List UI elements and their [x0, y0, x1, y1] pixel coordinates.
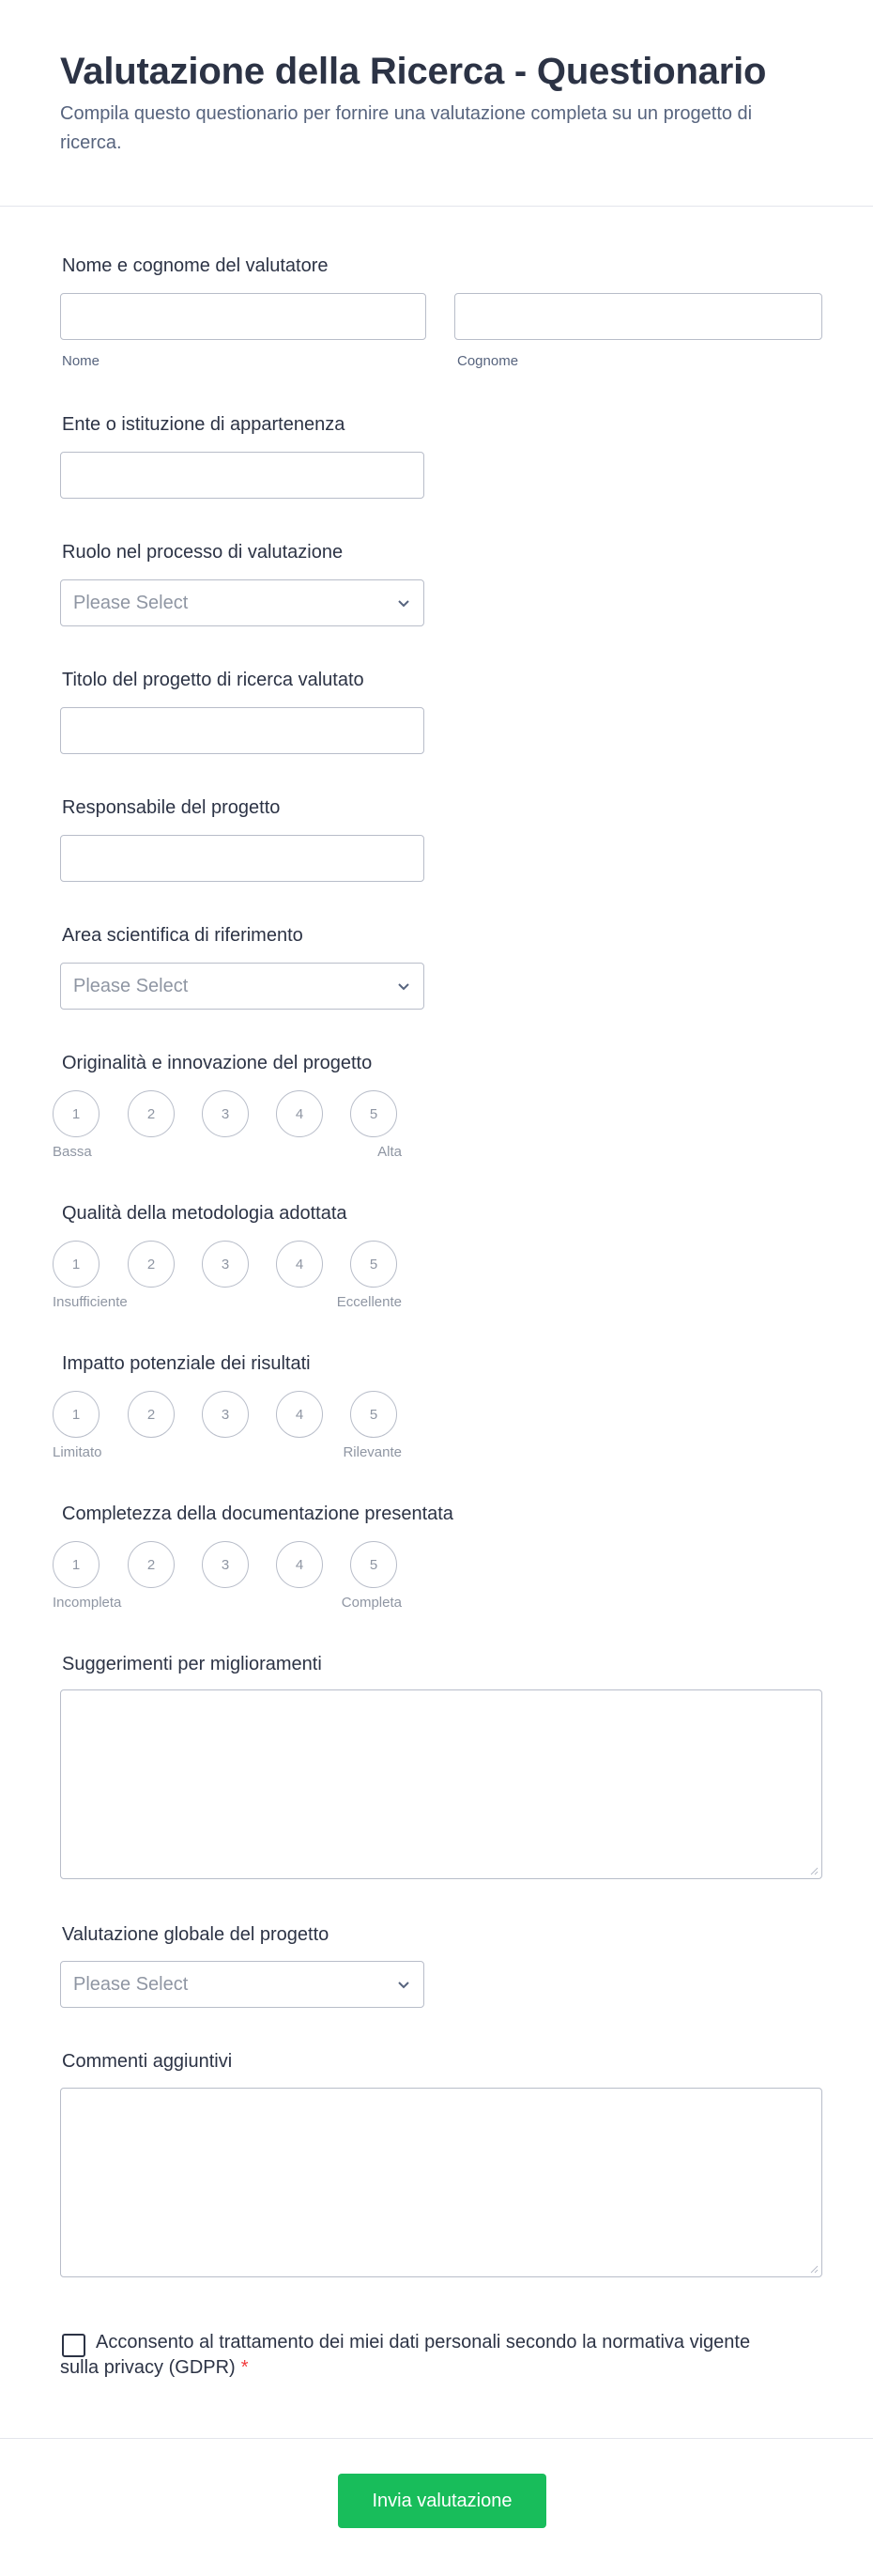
rating-option[interactable]: 3	[202, 1391, 249, 1438]
scientific-area-label: Area scientifica di riferimento	[62, 925, 303, 946]
rating-option[interactable]: 5	[350, 1241, 397, 1288]
rating-option[interactable]: 2	[128, 1241, 175, 1288]
overall-select-value: Please Select	[73, 1974, 189, 1995]
last-name-sublabel: Cognome	[457, 353, 519, 369]
rating-option[interactable]: 1	[53, 1090, 100, 1137]
rating-option[interactable]: 2	[128, 1541, 175, 1588]
rating-low-label: Bassa	[53, 1144, 92, 1160]
rating-option[interactable]: 1	[53, 1541, 100, 1588]
rating-option[interactable]: 4	[276, 1391, 323, 1438]
rating-high-label: Eccellente	[336, 1294, 402, 1310]
rating-high-label: Completa	[341, 1595, 402, 1611]
resize-grip-icon[interactable]	[809, 2264, 819, 2274]
documentation-rating	[53, 1541, 409, 1616]
suggestions-label: Suggerimenti per miglioramenti	[62, 1654, 322, 1674]
last-name-input[interactable]	[454, 293, 822, 340]
role-label: Ruolo nel processo di valutazione	[62, 542, 344, 563]
page-title: Valutazione della Ricerca - Questionario	[60, 51, 767, 92]
consent-text: Acconsento al trattamento dei miei dati personali secondo la normativa vigente sulla privacy (GDPR)	[60, 2332, 751, 2378]
rating-low-label: Insufficiente	[53, 1294, 128, 1310]
project-lead-label: Responsabile del progetto	[62, 797, 281, 818]
resize-grip-icon[interactable]	[809, 1866, 819, 1875]
rating-option[interactable]: 3	[202, 1090, 249, 1137]
rating-option[interactable]: 4	[276, 1241, 323, 1288]
rating-option[interactable]: 2	[128, 1391, 175, 1438]
project-title-input[interactable]	[60, 707, 424, 754]
form-footer	[0, 2438, 873, 2576]
rating-option[interactable]: 5	[350, 1391, 397, 1438]
project-title-label: Titolo del progetto di ricerca valutato	[62, 670, 364, 690]
consent-label	[60, 2330, 792, 2381]
rating-option[interactable]: 5	[350, 1541, 397, 1588]
chevron-down-icon	[397, 1978, 410, 1991]
methodology-label: Qualità della metodologia adottata	[62, 1203, 347, 1224]
role-select-value: Please Select	[73, 593, 189, 613]
project-lead-input[interactable]	[60, 835, 424, 882]
rating-option[interactable]: 1	[53, 1391, 100, 1438]
evaluator-name-label: Nome e cognome del valutatore	[62, 255, 329, 276]
required-mark: *	[240, 2357, 249, 2378]
submit-button[interactable]: Invia valutazione	[338, 2474, 546, 2528]
scientific-area-select[interactable]	[60, 963, 424, 1010]
rating-option[interactable]: 3	[202, 1241, 249, 1288]
overall-label: Valutazione globale del progetto	[62, 1924, 329, 1945]
role-select[interactable]	[60, 579, 424, 626]
originality-label: Originalità e innovazione del progetto	[62, 1053, 373, 1073]
rating-option[interactable]: 4	[276, 1090, 323, 1137]
rating-high-label: Alta	[377, 1144, 402, 1160]
rating-high-label: Rilevante	[343, 1444, 402, 1460]
impact-label: Impatto potenziale dei risultati	[62, 1353, 311, 1374]
scientific-area-select-value: Please Select	[73, 976, 189, 996]
first-name-input[interactable]	[60, 293, 426, 340]
chevron-down-icon	[397, 979, 410, 993]
rating-option[interactable]: 3	[202, 1541, 249, 1588]
first-name-sublabel: Nome	[62, 353, 100, 369]
methodology-rating	[53, 1241, 409, 1316]
consent-checkbox[interactable]	[62, 2334, 85, 2357]
originality-rating	[53, 1090, 409, 1165]
rating-option[interactable]: 2	[128, 1090, 175, 1137]
page-subtitle: Compila questo questionario per fornire una valutazione completa su un progetto di ricerca.	[60, 103, 753, 153]
institution-input[interactable]	[60, 452, 424, 499]
suggestions-textarea[interactable]	[60, 1689, 822, 1879]
rating-option[interactable]: 4	[276, 1541, 323, 1588]
rating-option[interactable]: 1	[53, 1241, 100, 1288]
impact-rating	[53, 1391, 409, 1466]
form-header	[0, 0, 873, 207]
comments-textarea[interactable]	[60, 2088, 822, 2277]
overall-select[interactable]	[60, 1961, 424, 2008]
institution-label: Ente o istituzione di appartenenza	[62, 414, 345, 435]
documentation-label: Completezza della documentazione presentata	[62, 1504, 453, 1524]
rating-option[interactable]: 5	[350, 1090, 397, 1137]
chevron-down-icon	[397, 596, 410, 609]
rating-low-label: Limitato	[53, 1444, 102, 1460]
comments-label: Commenti aggiuntivi	[62, 2051, 233, 2072]
rating-low-label: Incompleta	[53, 1595, 122, 1611]
